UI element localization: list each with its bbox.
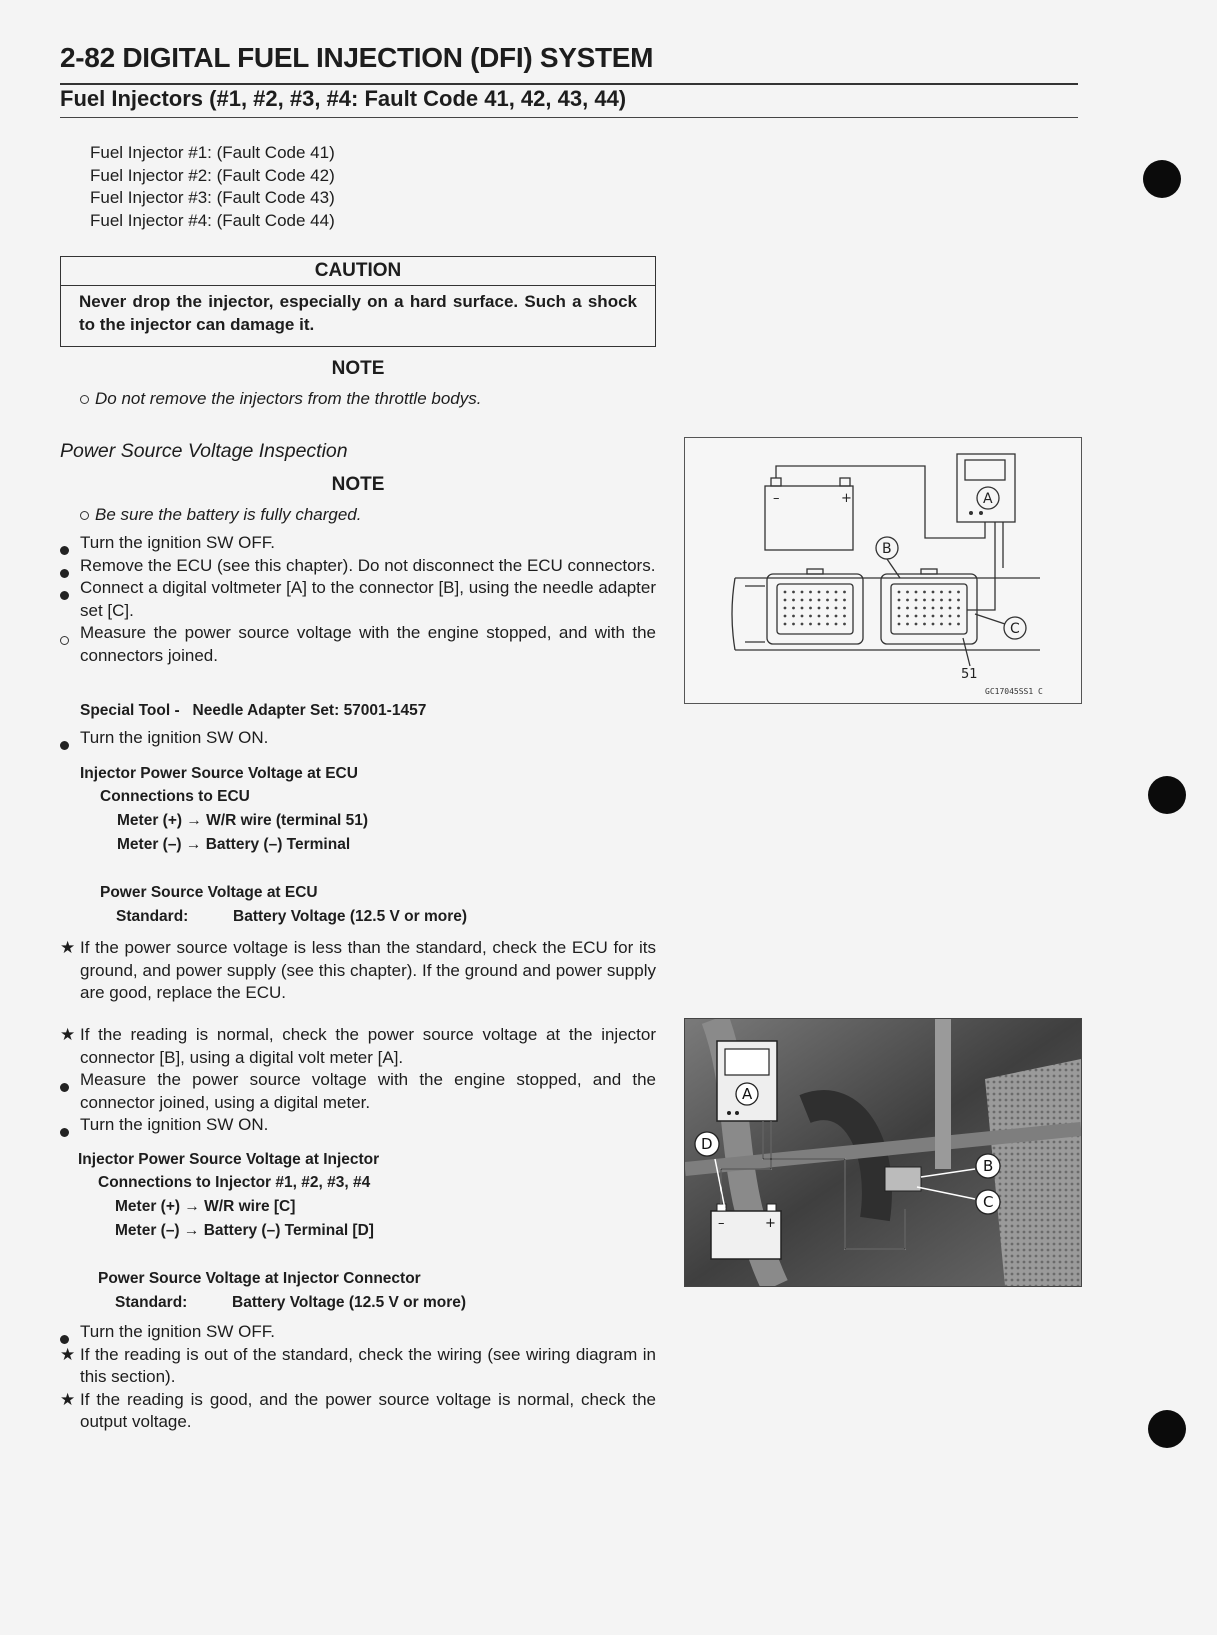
connector-pin bbox=[898, 607, 901, 610]
list-item: Connect a digital voltmeter [A] to the connector [B], using the needle adapter set [C]. bbox=[60, 577, 656, 622]
connector-pin bbox=[898, 615, 901, 618]
connector-pin bbox=[949, 623, 952, 626]
connector-pin bbox=[957, 591, 960, 594]
connector-pin bbox=[957, 599, 960, 602]
connector-pin bbox=[843, 591, 846, 594]
procedure-steps bbox=[60, 1024, 656, 1137]
injector-connector-shape bbox=[885, 1167, 921, 1191]
list-item: Turn the ignition SW ON. bbox=[60, 727, 656, 750]
spec-meter-plus: Meter (+) → W/R wire [C] bbox=[115, 1198, 296, 1215]
connector-pin bbox=[843, 607, 846, 610]
standard-value: Battery Voltage (12.5 V or more) bbox=[232, 1294, 467, 1311]
fault-code-line: Fuel Injector #1: (Fault Code 41) bbox=[90, 143, 335, 162]
connector-pin bbox=[818, 599, 821, 602]
caution-text: Never drop the injector, especially on a hard surface. Such a shock to the injector can damage it. bbox=[79, 292, 637, 334]
connector-pin bbox=[915, 599, 918, 602]
connector-pin bbox=[923, 607, 926, 610]
fault-code-line: Fuel Injector #3: (Fault Code 43) bbox=[90, 188, 335, 208]
standard-label: Standard: bbox=[116, 908, 189, 925]
connector-pin bbox=[835, 607, 838, 610]
connector-pin bbox=[898, 599, 901, 602]
battery-minus-label: – bbox=[718, 1216, 725, 1231]
list-item: ★ If the reading is out of the standard, check the wiring (see wiring diagram in this section). bbox=[60, 1344, 656, 1386]
connector-pin bbox=[843, 599, 846, 602]
connector-pin bbox=[949, 607, 952, 610]
connector-pin bbox=[784, 623, 787, 626]
connector-pin bbox=[784, 599, 787, 602]
list-item: ★ If the reading is normal, check the power source voltage at the injector connector [B], using a digital volt meter [A]. bbox=[60, 1025, 656, 1067]
section-heading: Power Source Voltage Inspection bbox=[60, 440, 348, 462]
connector-pin bbox=[923, 623, 926, 626]
procedure-steps bbox=[60, 937, 656, 1005]
connector-pin bbox=[957, 623, 960, 626]
note-heading: NOTE bbox=[331, 358, 385, 379]
connector-pin bbox=[940, 623, 943, 626]
connector-pin bbox=[826, 615, 829, 618]
note-heading: NOTE bbox=[331, 474, 385, 495]
list-item: Turn the ignition SW OFF. bbox=[60, 532, 656, 555]
hollow-bullet-icon bbox=[80, 395, 89, 404]
standard-title: Power Source Voltage at ECU bbox=[100, 884, 318, 901]
connector-pin bbox=[809, 607, 812, 610]
spec-meter-minus: Meter (–) → Battery (–) Terminal bbox=[117, 836, 351, 853]
ecu-wiring-diagram bbox=[684, 437, 1082, 704]
star-icon: ★ bbox=[60, 1025, 76, 1044]
spec-connections: Connections to ECU bbox=[100, 788, 250, 805]
list-item: Measure the power source voltage with the engine stopped, and the connector joined, using a digital meter. bbox=[60, 1069, 656, 1114]
connector-pin bbox=[809, 591, 812, 594]
list-item: ★ If the reading is good, and the power source voltage is normal, check the output voltage. bbox=[60, 1389, 656, 1431]
standard-value: Battery Voltage (12.5 V or more) bbox=[233, 908, 468, 925]
punch-hole bbox=[1148, 776, 1186, 814]
connector-pin bbox=[801, 607, 804, 610]
bullet-icon bbox=[60, 1128, 69, 1137]
connector-pin bbox=[801, 599, 804, 602]
special-tool: Special Tool - Needle Adapter Set: 57001-1457 bbox=[80, 702, 427, 719]
connector-pin bbox=[784, 615, 787, 618]
connector-pin bbox=[826, 591, 829, 594]
connector-pin bbox=[906, 615, 909, 618]
hollow-bullet-icon bbox=[60, 636, 69, 645]
note-text: Do not remove the injectors from the throttle bodys. bbox=[80, 389, 481, 409]
connector-pin bbox=[915, 615, 918, 618]
note-text: Be sure the battery is fully charged. bbox=[80, 505, 361, 525]
terminal-label: 51 bbox=[961, 667, 978, 682]
connector-pin bbox=[809, 615, 812, 618]
connector-pin bbox=[826, 607, 829, 610]
bullet-icon bbox=[60, 1083, 69, 1092]
connector-pin bbox=[923, 599, 926, 602]
caution-box bbox=[60, 256, 656, 347]
connector-pin bbox=[818, 591, 821, 594]
connector-pin bbox=[915, 623, 918, 626]
photo-illustration-svg bbox=[685, 1019, 1081, 1286]
spec-title: Injector Power Source Voltage at ECU bbox=[80, 765, 358, 782]
connector-pin bbox=[898, 591, 901, 594]
connector-pin bbox=[932, 591, 935, 594]
connector-pin bbox=[784, 591, 787, 594]
callout-b: B bbox=[983, 1157, 994, 1175]
fault-code-list bbox=[90, 142, 335, 233]
punch-hole bbox=[1143, 160, 1181, 198]
connector-pin bbox=[818, 615, 821, 618]
callout-c: C bbox=[983, 1193, 994, 1211]
connector-pin bbox=[932, 607, 935, 610]
hollow-bullet-icon bbox=[80, 511, 89, 520]
connector-pin bbox=[835, 615, 838, 618]
callout-b: B bbox=[882, 541, 892, 557]
callout-c: C bbox=[1010, 621, 1020, 637]
connector-pin bbox=[957, 607, 960, 610]
figure-code: GC17045SS1 C bbox=[985, 687, 1043, 696]
connector-pin bbox=[826, 599, 829, 602]
connector-pin bbox=[932, 623, 935, 626]
connector-pin bbox=[932, 599, 935, 602]
star-icon: ★ bbox=[60, 938, 76, 957]
connector-pin bbox=[932, 615, 935, 618]
connector-pin bbox=[940, 591, 943, 594]
connector-pin bbox=[792, 615, 795, 618]
callout-d: D bbox=[701, 1135, 713, 1153]
connector-pin bbox=[818, 623, 821, 626]
spec-connections: Connections to Injector #1, #2, #3, #4 bbox=[98, 1174, 371, 1191]
connector-pin bbox=[835, 591, 838, 594]
wiring-diagram-svg bbox=[685, 438, 1081, 703]
procedure-steps bbox=[60, 727, 656, 750]
battery-plus-label: + bbox=[765, 1216, 776, 1231]
battery-minus-label: – bbox=[773, 491, 780, 506]
caution-heading: CAUTION bbox=[61, 257, 655, 286]
multimeter-shape bbox=[957, 454, 1015, 522]
connector-pin bbox=[792, 607, 795, 610]
bullet-icon bbox=[60, 741, 69, 750]
connector-pin bbox=[915, 591, 918, 594]
procedure-steps bbox=[60, 532, 656, 667]
section-subtitle: Fuel Injectors (#1, #2, #3, #4: Fault Code 41, 42, 43, 44) bbox=[60, 86, 627, 111]
connector-pin bbox=[826, 623, 829, 626]
injector-measurement-photo bbox=[684, 1018, 1082, 1287]
procedure-steps bbox=[60, 1321, 656, 1434]
connector-pin bbox=[792, 623, 795, 626]
header-rule bbox=[60, 83, 1078, 85]
connector-pin bbox=[923, 591, 926, 594]
connector-pin bbox=[843, 623, 846, 626]
connector-pin bbox=[923, 615, 926, 618]
spec-meter-plus: Meter (+) → W/R wire (terminal 51) bbox=[117, 812, 369, 829]
connector-pin bbox=[792, 599, 795, 602]
connector-pin bbox=[949, 591, 952, 594]
connector-pin bbox=[940, 607, 943, 610]
subtitle-rule bbox=[60, 117, 1078, 118]
connector-pin bbox=[906, 607, 909, 610]
connector-pin bbox=[809, 623, 812, 626]
callout-a: A bbox=[742, 1085, 753, 1103]
list-item: Turn the ignition SW ON. bbox=[60, 1114, 656, 1137]
callout-a: A bbox=[983, 491, 993, 507]
standard-title: Power Source Voltage at Injector Connector bbox=[98, 1270, 421, 1287]
connector-pin bbox=[843, 615, 846, 618]
connector-pin bbox=[949, 615, 952, 618]
list-item: Turn the ignition SW OFF. bbox=[60, 1321, 656, 1344]
connector-pin bbox=[801, 591, 804, 594]
connector-pin bbox=[801, 623, 804, 626]
list-item: Remove the ECU (see this chapter). Do not disconnect the ECU connectors. bbox=[60, 555, 656, 578]
page-title: 2-82 DIGITAL FUEL INJECTION (DFI) SYSTEM bbox=[60, 42, 654, 73]
connector-pin bbox=[940, 615, 943, 618]
bullet-icon bbox=[60, 591, 69, 600]
connector-pin bbox=[898, 623, 901, 626]
fault-code-line: Fuel Injector #4: (Fault Code 44) bbox=[90, 211, 335, 231]
connector-pin bbox=[940, 599, 943, 602]
connector-pin bbox=[818, 607, 821, 610]
connector-pin bbox=[957, 615, 960, 618]
star-icon: ★ bbox=[60, 1389, 76, 1409]
star-icon: ★ bbox=[60, 1344, 76, 1364]
punch-hole bbox=[1148, 1410, 1186, 1448]
connector-pin bbox=[906, 591, 909, 594]
connector-pin bbox=[949, 599, 952, 602]
standard-label: Standard: bbox=[115, 1294, 188, 1311]
connector-pin bbox=[792, 591, 795, 594]
connector-pin bbox=[801, 615, 804, 618]
fault-code-line: Fuel Injector #2: (Fault Code 42) bbox=[90, 165, 335, 185]
list-item: ★ If the power source voltage is less than the standard, check the ECU for its ground, and power supply (see this chapter). If the ground and power supply are good, replace the ECU. bbox=[60, 938, 656, 1002]
spec-title: Injector Power Source Voltage at Injector bbox=[78, 1151, 380, 1168]
connector-pin bbox=[835, 599, 838, 602]
connector-pin bbox=[809, 599, 812, 602]
spec-meter-minus: Meter (–) → Battery (–) Terminal [D] bbox=[115, 1222, 374, 1239]
battery-plus-label: + bbox=[841, 491, 852, 506]
connector-pin bbox=[784, 607, 787, 610]
connector-pin bbox=[915, 607, 918, 610]
connector-pin bbox=[906, 599, 909, 602]
connector-pin bbox=[906, 623, 909, 626]
list-item: Measure the power source voltage with the engine stopped, and with the connectors joined. bbox=[60, 622, 656, 667]
connector-pin bbox=[835, 623, 838, 626]
